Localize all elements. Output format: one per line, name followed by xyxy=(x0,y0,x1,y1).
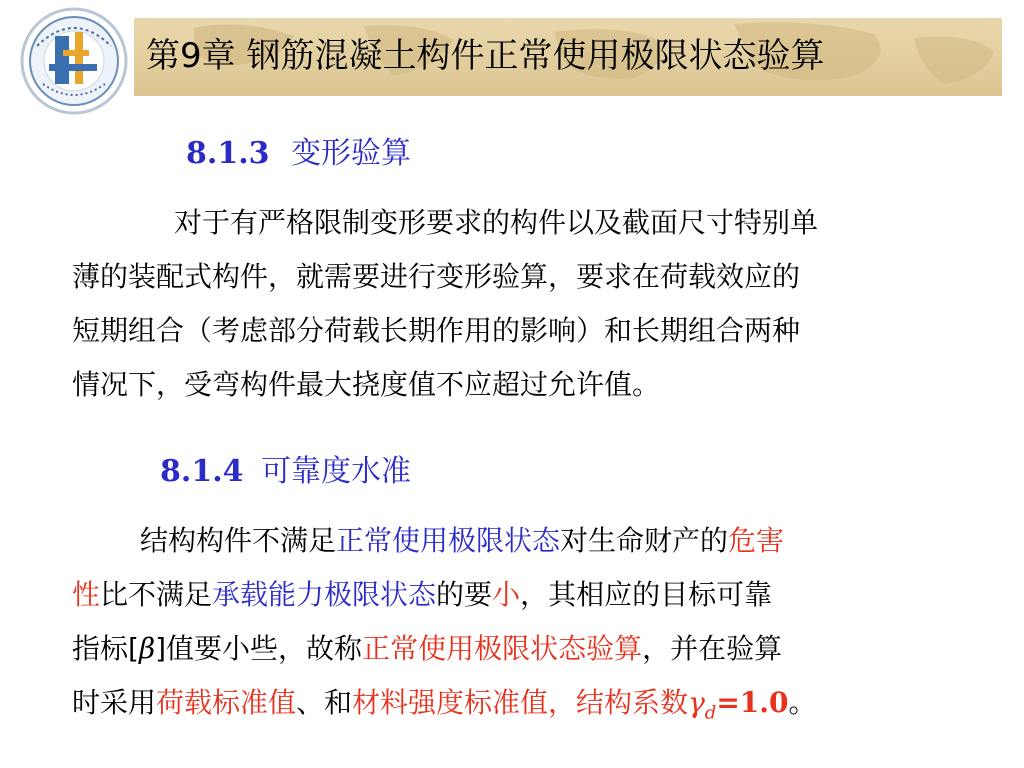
paragraph-line xyxy=(72,628,782,670)
highlight-term: 正常使用极限状态 xyxy=(336,524,561,557)
section-number: 8.1.4 xyxy=(160,454,244,489)
paragraph-line: 对于有严格限制变形要求的构件以及截面尺寸特别单 xyxy=(174,206,819,239)
text-run: 的要 xyxy=(436,578,493,611)
paragraph-line: 情况下，受弯构件最大挠度值不应超过允许值。 xyxy=(72,368,661,401)
section-heading-8-1-3 xyxy=(186,134,411,174)
paragraph-line xyxy=(72,574,772,616)
text-run: 。 xyxy=(788,686,817,719)
paragraph-line xyxy=(72,682,817,724)
highlight-term: 承载能力极限状态 xyxy=(212,578,437,611)
text-run: ，其相应的目标可靠 xyxy=(520,578,773,611)
text-run: 结构构件不满足 xyxy=(140,524,337,557)
section-title: 可靠度水准 xyxy=(261,454,412,489)
gamma-symbol: γ xyxy=(688,686,705,719)
text-run: 时采用 xyxy=(72,686,157,719)
text-run: 比不满足 xyxy=(100,578,213,611)
university-logo xyxy=(19,6,129,116)
paragraph-line: 短期组合（考虑部分荷载长期作用的影响）和长期组合两种 xyxy=(72,314,801,347)
coefficient-value: =1.0 xyxy=(716,686,789,719)
paragraph-line xyxy=(140,520,784,562)
section-title: 变形验算 xyxy=(291,136,412,171)
highlight-term: 性 xyxy=(72,578,101,611)
highlight-term: 荷载标准值 xyxy=(156,686,297,719)
page-title: 第9章 钢筋混凝土构件正常使用极限状态验算 xyxy=(146,36,825,76)
text-run: 指标[ xyxy=(72,632,139,665)
section-number: 8.1.3 xyxy=(186,136,270,171)
highlight-term: 小 xyxy=(492,578,521,611)
section-heading-8-1-4 xyxy=(160,452,411,492)
beta-symbol: β xyxy=(138,632,156,665)
highlight-term: 危害 xyxy=(728,524,785,557)
highlight-term: 材料强度标准值，结构系数 xyxy=(352,686,689,719)
text-run: 对生命财产的 xyxy=(560,524,729,557)
gamma-subscript: d xyxy=(704,702,717,724)
text-run: ]值要小些，故称 xyxy=(155,632,363,665)
highlight-term: 正常使用极限状态验算 xyxy=(362,632,643,665)
text-run: ，并在验算 xyxy=(642,632,783,665)
paragraph-line: 薄的装配式构件，就需要进行变形验算，要求在荷载效应的 xyxy=(72,260,801,293)
text-run: 、和 xyxy=(296,686,353,719)
